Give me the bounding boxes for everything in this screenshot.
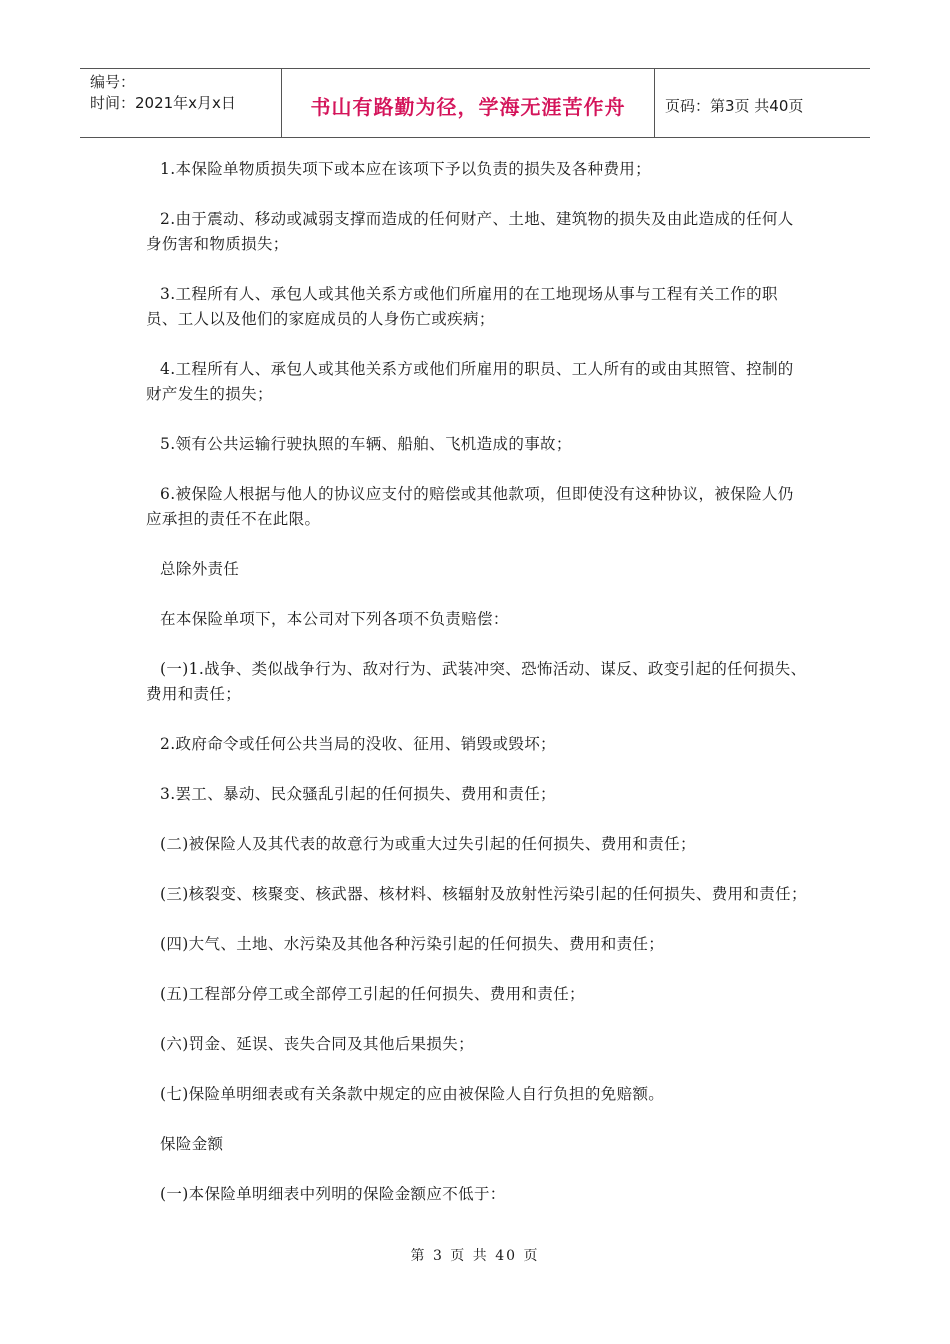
paragraph: (四)大气、土地、水污染及其他各种污染引起的任何损失、费用和责任；	[160, 935, 665, 953]
paragraph: 4.工程所有人、承包人或其他关系方或他们所雇用的职员、工人所有的或由其照管、控制的财产发生的损失；	[146, 360, 794, 403]
paragraph: (五)工程部分停工或全部停工引起的任何损失、费用和责任；	[160, 985, 585, 1003]
document-body	[146, 157, 808, 1232]
header-page-info: 页码：第3页 共40页	[665, 96, 804, 115]
paragraph: 1.本保险单物质损失项下或本应在该项下予以负责的损失及各种费用；	[160, 160, 651, 178]
number-label: 编号：	[90, 73, 136, 91]
paragraph: 2.由于震动、移动或减弱支撑而造成的任何财产、土地、建筑物的损失及由此造成的任何人身伤害和物质损失；	[146, 210, 794, 253]
header-motto: 书山有路勤为径，学海无涯苦作舟	[282, 69, 655, 137]
paragraph: 3.罢工、暴动、民众骚乱引起的任何损失、费用和责任；	[160, 785, 556, 803]
page-header	[80, 68, 870, 138]
page-footer: 第 3 页 共 40 页	[410, 1248, 540, 1264]
section-heading: 保险金额	[160, 1135, 224, 1153]
paragraph: (三)核裂变、核聚变、核武器、核材料、核辐射及放射性污染引起的任何损失、费用和责任；	[160, 885, 807, 903]
section-heading: 总除外责任	[160, 560, 240, 578]
time-label: 时间：2021年x月x日	[90, 94, 236, 112]
header-meta	[80, 69, 282, 137]
paragraph: 2.政府命令或任何公共当局的没收、征用、销毁或毁坏；	[160, 735, 556, 753]
paragraph: (七)保险单明细表或有关条款中规定的应由被保险人自行负担的免赔额。	[160, 1085, 665, 1103]
paragraph: 在本保险单项下，本公司对下列各项不负责赔偿：	[160, 610, 509, 628]
paragraph: (二)被保险人及其代表的故意行为或重大过失引起的任何损失、费用和责任；	[160, 835, 696, 853]
paragraph: 5.领有公共运输行驶执照的车辆、船舶、飞机造成的事故；	[160, 435, 572, 453]
paragraph: 3.工程所有人、承包人或其他关系方或他们所雇用的在工地现场从事与工程有关工作的职员、工人以及他们的家庭成员的人身伤亡或疾病；	[146, 285, 778, 328]
paragraph: 6.被保险人根据与他人的协议应支付的赔偿或其他款项，但即使没有这种协议，被保险人仍应承担的责任不在此限。	[146, 485, 794, 528]
paragraph: (六)罚金、延误、丧失合同及其他后果损失；	[160, 1035, 474, 1053]
paragraph: (一)本保险单明细表中列明的保险金额应不低于：	[160, 1185, 506, 1203]
paragraph: (一)1.战争、类似战争行为、敌对行为、武装冲突、恐怖活动、谋反、政变引起的任何损失、费用和责任；	[146, 660, 807, 703]
